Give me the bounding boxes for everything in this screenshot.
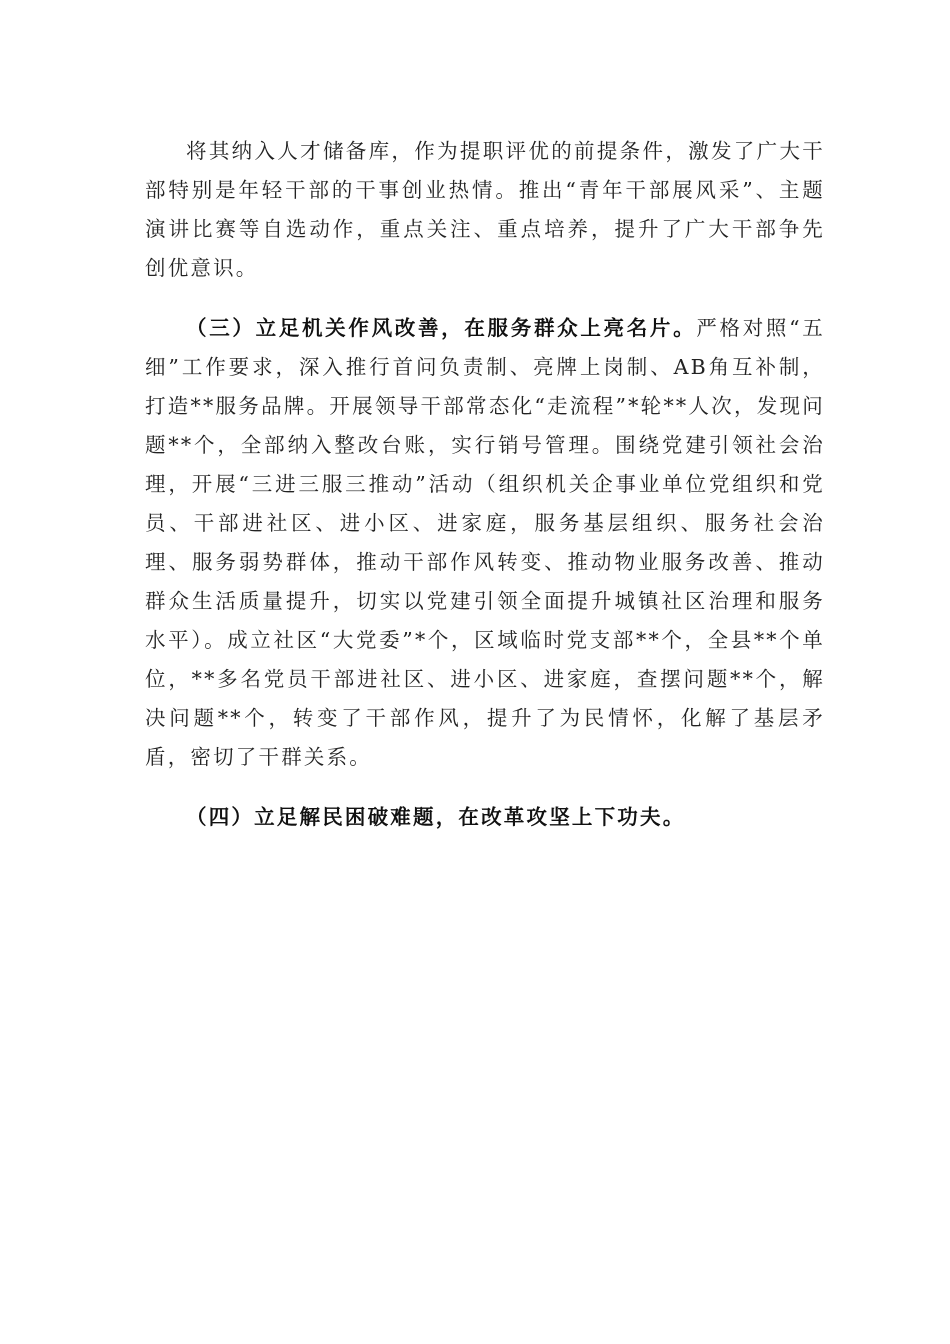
paragraph-text: 严格对照“五细”工作要求，深入推行首问负责制、亮牌上岗制、AB角互补制，打造**服务品牌。开展领导干部常态化“走流程”*轮**人次，发现问题**个，全部纳入整改台账，实行销号管理。围绕党建引领社会治理，开展“三进三服三推动”活动（组织机关企事业单位党组织和党员、干部进社区、进小区、进家庭，服务基层组织、服务社会治理、服务弱势群体，推动干部作风转变、推动物业服务改善、推动群众生活质量提升，切实以党建引领全面提升城镇社区治理和服务水平）。成立社区“大党委”*个，区域临时党支部**个，全县**个单位，**多名党员干部进社区、进小区、进家庭，查摆问题**个，解决问题**个，转变了干部作风，提升了为民情怀，化解了基层矛盾，密切了干群关系。 (145, 316, 825, 769)
section-three-heading: （三）立足机关作风改善，在服务群众上亮名片。 (186, 316, 697, 340)
paragraph-text: 将其纳入人才储备库，作为提职评优的前提条件，激发了广大干部特别是年轻干部的干事创业热情。推出“青年干部展风采”、主题演讲比赛等自选动作，重点关注、重点培养，提升了广大干部争先创优意识。 (145, 139, 825, 280)
section-four-heading: （四）立足解民困破难题，在改革攻坚上下功夫。 (186, 805, 686, 829)
paragraph-section-three (145, 309, 825, 777)
document-body (145, 132, 825, 837)
paragraph-talent-reserve (145, 132, 825, 288)
